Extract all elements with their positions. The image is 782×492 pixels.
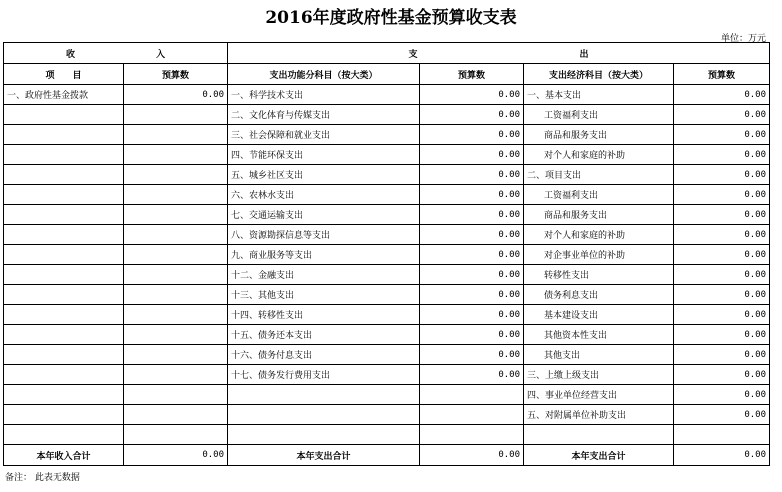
economic-budget-cell[interactable]: 0.00 xyxy=(674,345,770,365)
expense-total-value-function[interactable]: 0.00 xyxy=(420,445,524,466)
function-budget-cell[interactable]: 0.00 xyxy=(420,105,524,125)
income-item-cell[interactable] xyxy=(4,325,124,345)
economic-budget-cell[interactable]: 0.00 xyxy=(674,245,770,265)
table-row xyxy=(4,205,770,225)
function-budget-cell[interactable] xyxy=(420,385,524,405)
income-budget-cell[interactable] xyxy=(124,325,228,345)
income-item-cell[interactable] xyxy=(4,285,124,305)
economic-item-cell[interactable]: 对企事业单位的补助 xyxy=(524,245,674,265)
income-budget-cell[interactable] xyxy=(124,105,228,125)
income-budget-cell[interactable] xyxy=(124,125,228,145)
economic-budget-cell[interactable]: 0.00 xyxy=(674,405,770,425)
income-budget-cell[interactable] xyxy=(124,345,228,365)
income-budget-cell[interactable] xyxy=(124,285,228,305)
function-budget-cell[interactable]: 0.00 xyxy=(420,165,524,185)
header-row-main xyxy=(4,43,770,64)
economic-budget-cell[interactable]: 0.00 xyxy=(674,265,770,285)
function-budget-cell[interactable]: 0.00 xyxy=(420,265,524,285)
table-row xyxy=(4,305,770,325)
income-budget-cell[interactable] xyxy=(124,145,228,165)
table-row xyxy=(4,265,770,285)
income-item-cell[interactable] xyxy=(4,305,124,325)
economic-item-cell[interactable]: 一、基本支出 xyxy=(524,85,674,105)
function-item-cell[interactable]: 十三、其他支出 xyxy=(228,285,420,305)
table-row xyxy=(4,285,770,305)
function-item-cell[interactable]: 十二、金融支出 xyxy=(228,265,420,285)
function-budget-cell[interactable]: 0.00 xyxy=(420,205,524,225)
economic-budget-cell[interactable]: 0.00 xyxy=(674,85,770,105)
economic-budget-cell[interactable] xyxy=(674,425,770,445)
income-item-cell[interactable] xyxy=(4,185,124,205)
col-header-economic[interactable]: 支出经济科目（按大类） xyxy=(524,64,674,85)
function-item-cell[interactable]: 七、交通运输支出 xyxy=(228,205,420,225)
economic-item-cell[interactable]: 四、事业单位经营支出 xyxy=(524,385,674,405)
income-item-cell[interactable] xyxy=(4,405,124,425)
function-budget-cell[interactable]: 0.00 xyxy=(420,85,524,105)
economic-budget-cell[interactable]: 0.00 xyxy=(674,305,770,325)
totals-row xyxy=(4,445,770,466)
table-row xyxy=(4,325,770,345)
col-header-item[interactable]: 项 目 xyxy=(4,64,124,85)
expense-total-label-economic[interactable]: 本年支出合计 xyxy=(524,445,674,466)
income-item-cell[interactable] xyxy=(4,105,124,125)
income-budget-cell[interactable] xyxy=(124,245,228,265)
economic-budget-cell[interactable]: 0.00 xyxy=(674,205,770,225)
table-row xyxy=(4,345,770,365)
income-budget-cell[interactable] xyxy=(124,165,228,185)
function-item-cell[interactable]: 二、文化体育与传媒支出 xyxy=(228,105,420,125)
economic-budget-cell[interactable]: 0.00 xyxy=(674,145,770,165)
economic-budget-cell[interactable]: 0.00 xyxy=(674,125,770,145)
income-item-cell[interactable] xyxy=(4,365,124,385)
function-item-cell[interactable]: 八、资源勘探信息等支出 xyxy=(228,225,420,245)
function-budget-cell[interactable]: 0.00 xyxy=(420,365,524,385)
budget-table xyxy=(3,42,770,466)
income-budget-cell[interactable] xyxy=(124,305,228,325)
table-row xyxy=(4,85,770,105)
page-title: 2016年度政府性基金预算收支表 xyxy=(265,8,517,28)
income-item-cell[interactable] xyxy=(4,205,124,225)
expense-total-label-function[interactable]: 本年支出合计 xyxy=(228,445,420,466)
col-header-budget-income[interactable]: 预算数 xyxy=(124,64,228,85)
income-budget-cell[interactable] xyxy=(124,185,228,205)
income-item-cell[interactable] xyxy=(4,165,124,185)
economic-budget-cell[interactable]: 0.00 xyxy=(674,165,770,185)
data-rows xyxy=(4,85,770,445)
function-item-cell[interactable]: 九、商业服务等支出 xyxy=(228,245,420,265)
income-total-value[interactable]: 0.00 xyxy=(124,445,228,466)
income-item-cell[interactable] xyxy=(4,145,124,165)
income-budget-cell[interactable] xyxy=(124,405,228,425)
income-budget-cell[interactable] xyxy=(124,225,228,245)
income-item-cell[interactable] xyxy=(4,385,124,405)
table-row xyxy=(4,145,770,165)
economic-budget-cell[interactable]: 0.00 xyxy=(674,285,770,305)
function-item-cell[interactable] xyxy=(228,405,420,425)
table-row xyxy=(4,405,770,425)
income-budget-cell[interactable] xyxy=(124,205,228,225)
table-row xyxy=(4,165,770,185)
table-row xyxy=(4,365,770,385)
expense-header[interactable]: 支 出 xyxy=(228,43,770,64)
income-item-cell[interactable] xyxy=(4,225,124,245)
economic-item-cell[interactable]: 五、对附属单位补助支出 xyxy=(524,405,674,425)
function-budget-cell[interactable]: 0.00 xyxy=(420,225,524,245)
economic-budget-cell[interactable]: 0.00 xyxy=(674,185,770,205)
economic-item-cell[interactable]: 债务利息支出 xyxy=(524,285,674,305)
economic-item-cell[interactable]: 商品和服务支出 xyxy=(524,205,674,225)
function-item-cell[interactable]: 五、城乡社区支出 xyxy=(228,165,420,185)
income-budget-cell[interactable]: 0.00 xyxy=(124,85,228,105)
function-item-cell[interactable] xyxy=(228,425,420,445)
income-budget-cell[interactable] xyxy=(124,265,228,285)
unit-label: 单位：万元 xyxy=(720,34,766,44)
income-header[interactable]: 收 入 xyxy=(4,43,228,64)
function-item-cell[interactable]: 十四、转移性支出 xyxy=(228,305,420,325)
economic-item-cell[interactable]: 对个人和家庭的补助 xyxy=(524,145,674,165)
table-row xyxy=(4,125,770,145)
income-item-cell[interactable] xyxy=(4,265,124,285)
income-item-cell[interactable] xyxy=(4,245,124,265)
table-row xyxy=(4,245,770,265)
income-budget-cell[interactable] xyxy=(124,385,228,405)
expense-total-value-economic[interactable]: 0.00 xyxy=(674,445,770,466)
economic-item-cell[interactable]: 对个人和家庭的补助 xyxy=(524,225,674,245)
col-header-function[interactable]: 支出功能分科目（按大类） xyxy=(228,64,420,85)
function-budget-cell[interactable]: 0.00 xyxy=(420,285,524,305)
function-budget-cell[interactable]: 0.00 xyxy=(420,345,524,365)
col-header-budget-function[interactable]: 预算数 xyxy=(420,64,524,85)
function-item-cell[interactable]: 十五、债务还本支出 xyxy=(228,325,420,345)
function-budget-cell[interactable]: 0.00 xyxy=(420,125,524,145)
function-item-cell[interactable]: 一、科学技术支出 xyxy=(228,85,420,105)
function-item-cell[interactable]: 三、社会保障和就业支出 xyxy=(228,125,420,145)
function-budget-cell[interactable]: 0.00 xyxy=(420,185,524,205)
income-item-cell[interactable]: 一、政府性基金拨款 xyxy=(4,85,124,105)
economic-item-cell[interactable]: 工资福利支出 xyxy=(524,105,674,125)
economic-budget-cell[interactable]: 0.00 xyxy=(674,325,770,345)
income-item-cell[interactable] xyxy=(4,425,124,445)
economic-item-cell[interactable]: 工资福利支出 xyxy=(524,185,674,205)
economic-item-cell[interactable]: 商品和服务支出 xyxy=(524,125,674,145)
function-budget-cell[interactable] xyxy=(420,405,524,425)
function-budget-cell[interactable]: 0.00 xyxy=(420,305,524,325)
economic-item-cell[interactable]: 转移性支出 xyxy=(524,265,674,285)
table-row xyxy=(4,385,770,405)
income-item-cell[interactable] xyxy=(4,345,124,365)
economic-item-cell[interactable] xyxy=(524,425,674,445)
footnote: 备注： 此表无数据 xyxy=(5,473,80,483)
function-item-cell[interactable]: 四、节能环保支出 xyxy=(228,145,420,165)
table-row xyxy=(4,105,770,125)
function-item-cell[interactable]: 十七、债务发行费用支出 xyxy=(228,365,420,385)
function-item-cell[interactable] xyxy=(228,385,420,405)
table-row xyxy=(4,225,770,245)
function-budget-cell[interactable]: 0.00 xyxy=(420,325,524,345)
income-total-label[interactable]: 本年收入合计 xyxy=(4,445,124,466)
col-header-budget-economic[interactable]: 预算数 xyxy=(674,64,770,85)
header-row-columns xyxy=(4,64,770,85)
income-item-cell[interactable] xyxy=(4,125,124,145)
economic-item-cell[interactable]: 其他资本性支出 xyxy=(524,325,674,345)
economic-item-cell[interactable]: 其他支出 xyxy=(524,345,674,365)
table-row xyxy=(4,185,770,205)
function-item-cell[interactable]: 六、农林水支出 xyxy=(228,185,420,205)
function-budget-cell[interactable]: 0.00 xyxy=(420,145,524,165)
economic-item-cell[interactable]: 二、项目支出 xyxy=(524,165,674,185)
economic-item-cell[interactable]: 基本建设支出 xyxy=(524,305,674,325)
economic-budget-cell[interactable]: 0.00 xyxy=(674,385,770,405)
income-budget-cell[interactable] xyxy=(124,425,228,445)
income-budget-cell[interactable] xyxy=(124,365,228,385)
function-budget-cell[interactable] xyxy=(420,425,524,445)
function-item-cell[interactable]: 十六、债务付息支出 xyxy=(228,345,420,365)
economic-budget-cell[interactable]: 0.00 xyxy=(674,225,770,245)
economic-item-cell[interactable]: 三、上缴上级支出 xyxy=(524,365,674,385)
economic-budget-cell[interactable]: 0.00 xyxy=(674,105,770,125)
economic-budget-cell[interactable]: 0.00 xyxy=(674,365,770,385)
table-row xyxy=(4,425,770,445)
function-budget-cell[interactable]: 0.00 xyxy=(420,245,524,265)
